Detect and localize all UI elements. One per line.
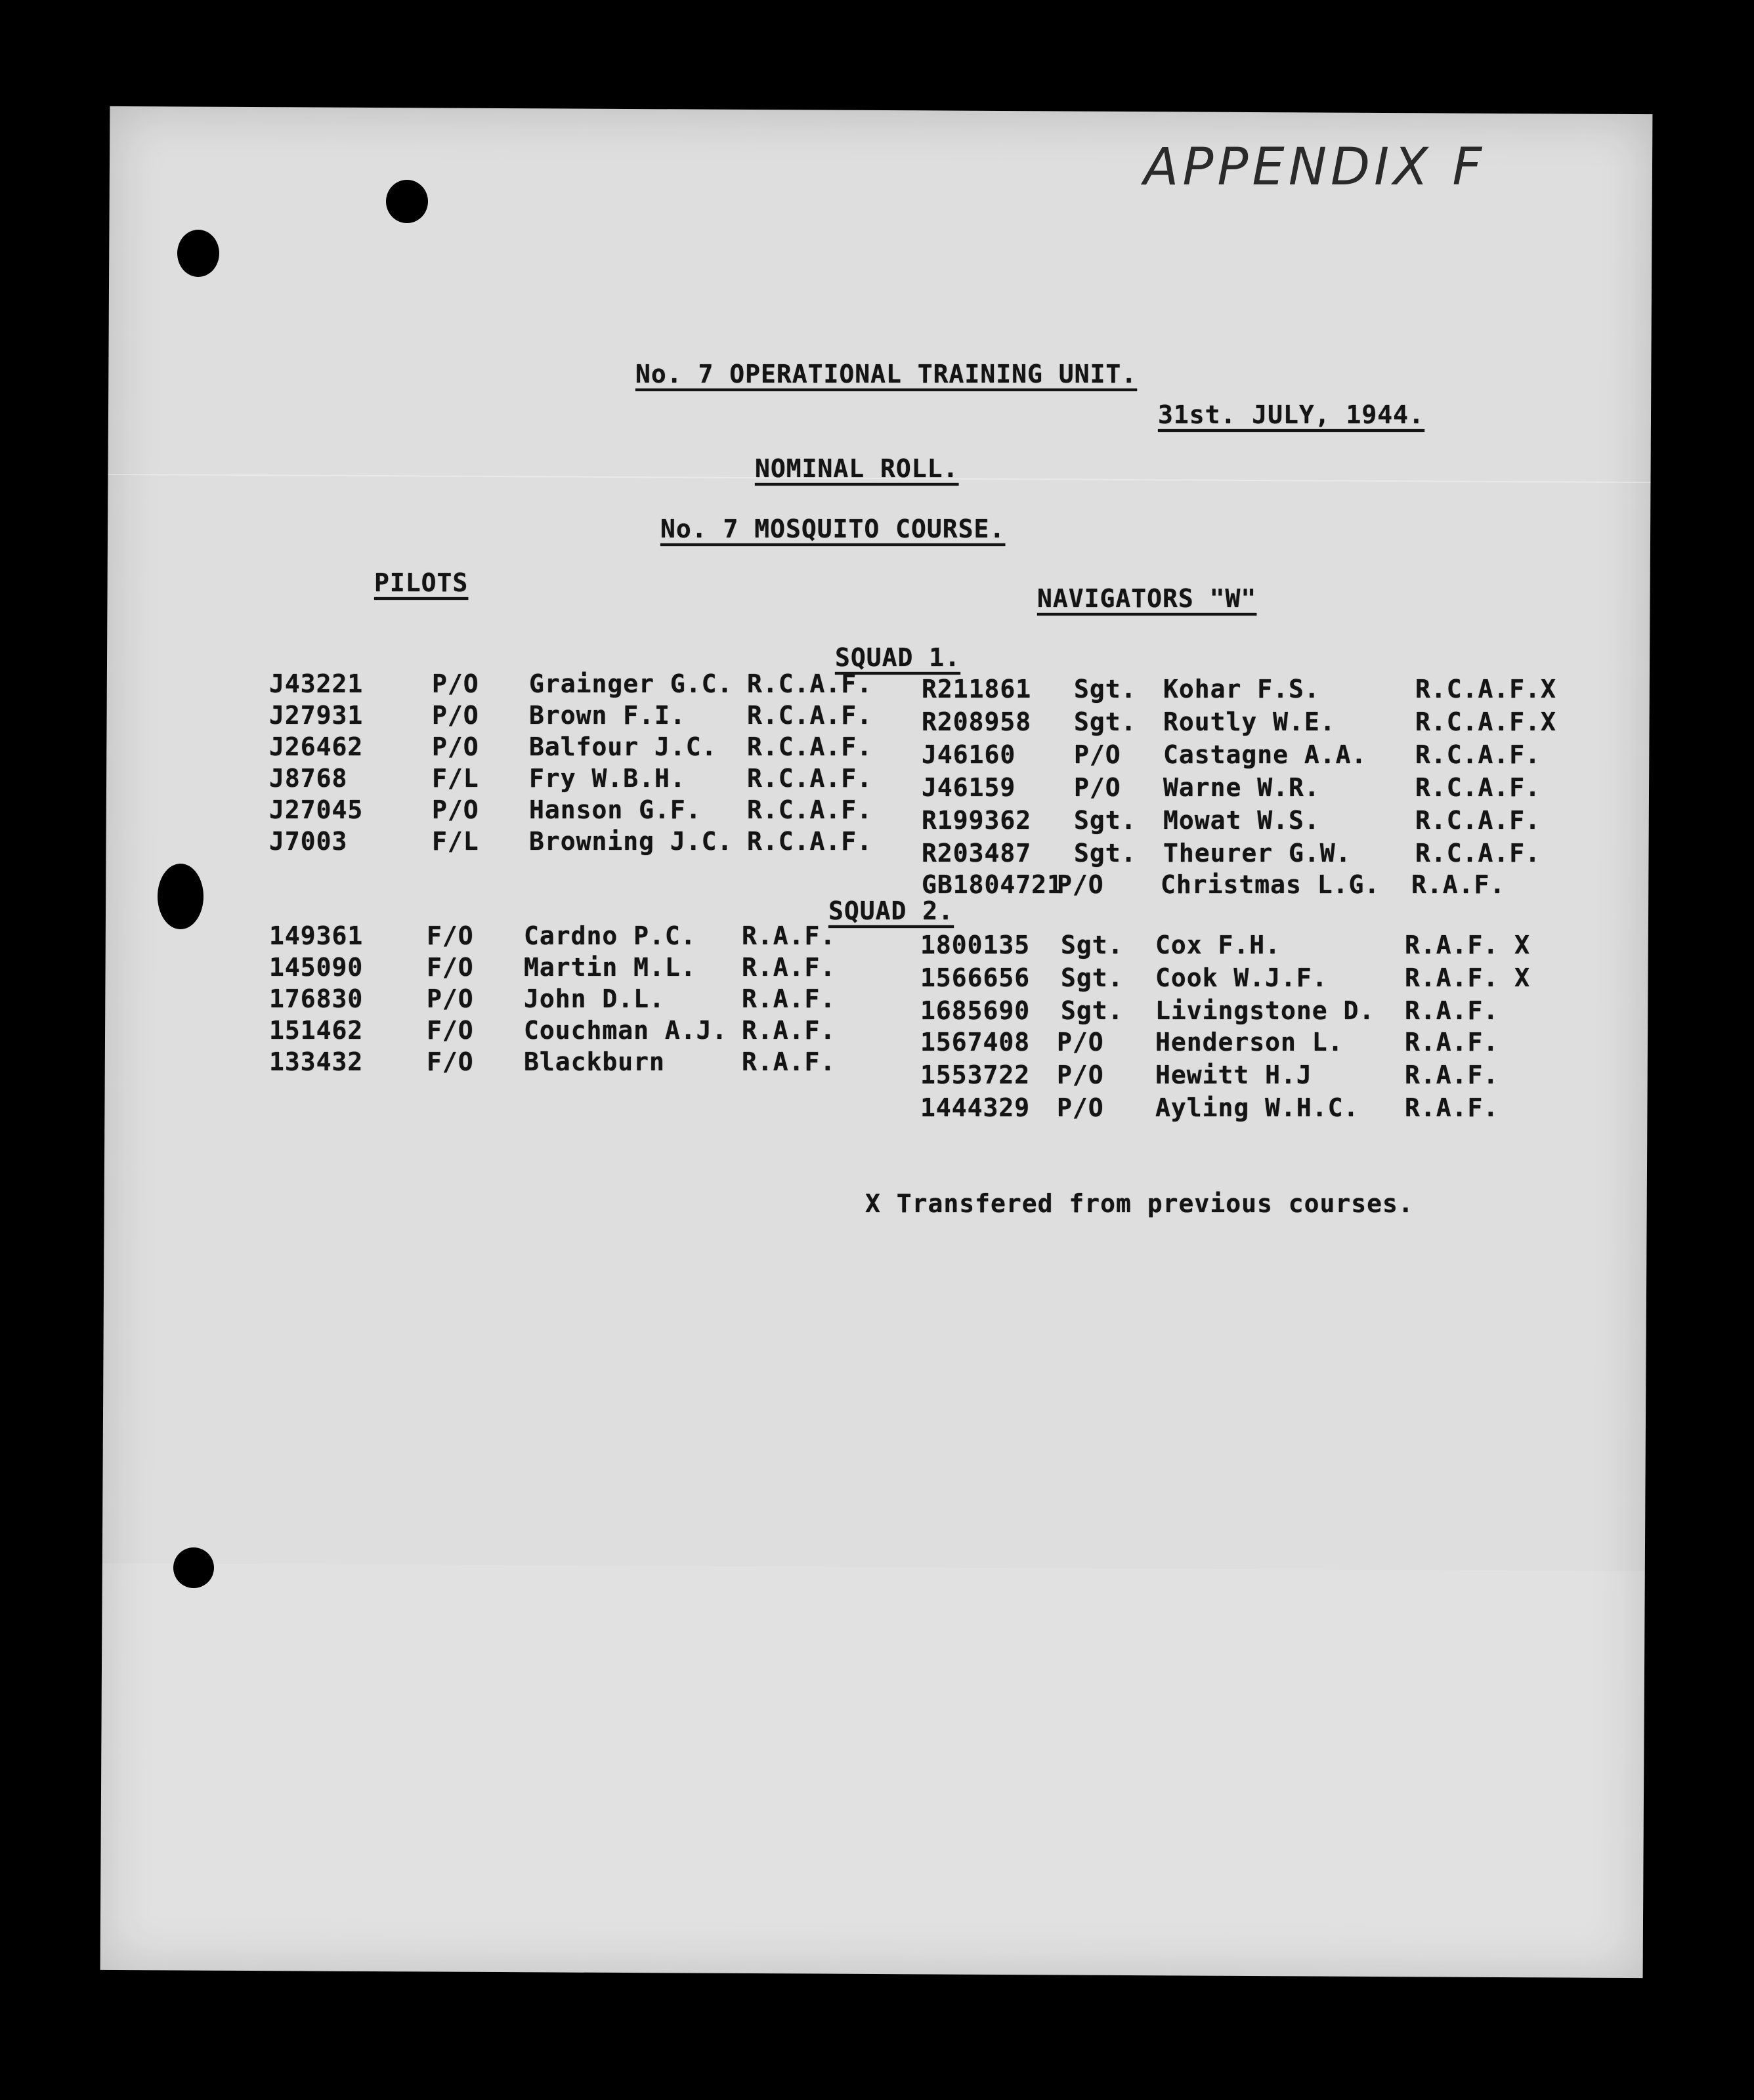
pilot-number: 176830 [269,984,364,1013]
pilot-name: Fry W.B.H. [529,764,686,793]
navigator-force: R.C.A.F. [1415,740,1541,769]
pilot-number: J26462 [269,732,364,761]
navigator-row [0,707,1754,739]
navigator-number: J46160 [922,740,1016,769]
pilot-name: Brown F.I. [529,701,686,730]
pilot-number: 149361 [269,921,364,950]
navigator-name: Ayling W.H.C. [1155,1093,1359,1122]
pilot-number: 151462 [269,1016,364,1045]
document-date: 31st. JULY, 1944. [1158,400,1424,429]
navigator-number: 1553722 [920,1060,1031,1089]
navigator-row [0,963,1754,995]
navigator-number: R208958 [922,707,1032,736]
pilot-force: R.C.A.F. [747,701,873,730]
pilots-heading: PILOTS [374,568,469,597]
navigator-number: 1685690 [920,996,1031,1025]
navigator-number: J46159 [922,773,1016,802]
pilot-number: J8768 [269,764,348,793]
pilot-name: Grainger G.C. [529,669,733,698]
navigator-name: Kohar F.S. [1163,675,1320,704]
navigators-heading: NAVIGATORS "W" [1037,584,1257,613]
pilot-force: R.A.F. [742,1047,836,1076]
navigator-rank: Sgt. [1074,806,1137,835]
navigator-force: R.C.A.F.X [1415,707,1556,736]
navigator-force: R.A.F. X [1405,963,1531,992]
pilot-name: Couchman A.J. [524,1016,728,1045]
pilot-number: 133432 [269,1047,364,1076]
navigator-row [0,1028,1754,1059]
pilot-rank: F/O [427,921,474,950]
handwritten-annotation: APPENDIX F [1144,138,1486,197]
navigator-rank: P/O [1057,1028,1104,1057]
navigator-force: R.C.A.F.X [1415,675,1556,704]
pilot-name: Blackburn [524,1047,665,1076]
navigator-name: Henderson L. [1155,1028,1344,1057]
navigator-number: 1800135 [920,931,1031,959]
navigator-name: Castagne A.A. [1163,740,1367,769]
navigator-rank: P/O [1057,1093,1104,1122]
navigator-number: R199362 [922,806,1032,835]
document-title: NOMINAL ROLL. [755,454,959,483]
pilot-rank: F/O [427,1047,474,1076]
course-heading: No. 7 MOSQUITO COURSE. [660,514,1006,543]
pilot-force: R.C.A.F. [747,764,873,793]
navigator-force: R.A.F. [1405,996,1499,1025]
pilot-rank: F/O [427,953,474,982]
navigator-rank: P/O [1057,870,1104,899]
navigator-number: R211861 [922,675,1032,704]
navigator-name: Theurer G.W. [1163,839,1352,868]
pilot-rank: F/L [432,764,479,793]
navigator-name: Mowat W.S. [1163,806,1320,835]
navigator-force: R.C.A.F. [1415,773,1541,802]
squad-2-label: SQUAD 2. [828,896,954,925]
pilot-number: J43221 [269,669,364,698]
pilot-name: Martin M.L. [524,953,696,982]
navigator-row [0,740,1754,772]
pilot-number: J7003 [269,827,348,856]
navigator-force: R.A.F. [1411,870,1506,899]
navigator-number: R203487 [922,839,1032,868]
navigator-name: Cook W.J.F. [1155,963,1328,992]
navigator-name: Livingstone D. [1155,996,1375,1025]
pilot-rank: P/O [432,795,479,824]
pilot-force: R.C.A.F. [747,827,873,856]
pilot-name: John D.L. [524,984,665,1013]
pilot-name: Cardno P.C. [524,921,696,950]
footnote: X Transfered from previous courses. [865,1189,1414,1218]
navigator-rank: Sgt. [1061,963,1124,992]
navigator-number: 1444329 [920,1093,1031,1122]
navigator-rank: Sgt. [1074,707,1137,736]
pilot-rank: P/O [432,701,479,730]
pilot-number: 145090 [269,953,364,982]
navigator-row [0,675,1754,706]
navigator-rank: Sgt. [1061,931,1124,959]
navigator-rank: P/O [1074,740,1121,769]
navigator-row [0,773,1754,805]
pilot-force: R.A.F. [742,921,836,950]
pilot-force: R.A.F. [742,953,836,982]
navigator-force: R.C.A.F. [1415,839,1541,868]
navigator-row [0,996,1754,1028]
pilot-force: R.C.A.F. [747,795,873,824]
squad-1-label: SQUAD 1. [835,643,961,672]
navigator-name: Routly W.E. [1163,707,1336,736]
navigator-row [0,806,1754,837]
navigator-rank: Sgt. [1074,839,1137,868]
navigator-row [0,839,1754,870]
navigator-number: 1567408 [920,1028,1031,1057]
navigator-row [0,1060,1754,1092]
navigator-rank: Sgt. [1074,675,1137,704]
navigator-rank: Sgt. [1061,996,1124,1025]
navigator-force: R.A.F. [1405,1093,1499,1122]
navigator-name: Hewitt H.J [1155,1060,1312,1089]
navigator-row [0,1093,1754,1125]
pilot-rank: P/O [427,984,474,1013]
navigator-name: Christmas L.G. [1161,870,1380,899]
navigator-force: R.C.A.F. [1415,806,1541,835]
pilot-name: Balfour J.C. [529,732,717,761]
paper-lower-band [100,1563,1645,1978]
pilot-force: R.A.F. [742,984,836,1013]
navigator-rank: P/O [1057,1060,1104,1089]
navigator-force: R.A.F. [1405,1028,1499,1057]
pilot-number: J27931 [269,701,364,730]
punch-hole-top [386,180,428,223]
navigator-rank: P/O [1074,773,1121,802]
navigator-number: 1566656 [920,963,1031,992]
pilot-force: R.A.F. [742,1016,836,1045]
pilot-force: R.C.A.F. [747,732,873,761]
pilot-rank: P/O [432,732,479,761]
unit-heading: No. 7 OPERATIONAL TRAINING UNIT. [635,360,1138,388]
navigator-name: Cox F.H. [1155,931,1281,959]
pilot-force: R.C.A.F. [747,669,873,698]
navigator-force: R.A.F. [1405,1060,1499,1089]
pilot-name: Hanson G.F. [529,795,702,824]
pilot-name: Browning J.C. [529,827,733,856]
punch-hole-upper [177,230,219,277]
navigator-name: Warne W.R. [1163,773,1320,802]
pilot-rank: F/L [432,827,479,856]
navigator-force: R.A.F. X [1405,931,1531,959]
pilot-number: J27045 [269,795,364,824]
navigator-number: GB1804721 [922,870,1063,899]
punch-hole-lower [173,1547,214,1588]
pilot-rank: P/O [432,669,479,698]
navigator-row [0,931,1754,962]
pilot-rank: F/O [427,1016,474,1045]
